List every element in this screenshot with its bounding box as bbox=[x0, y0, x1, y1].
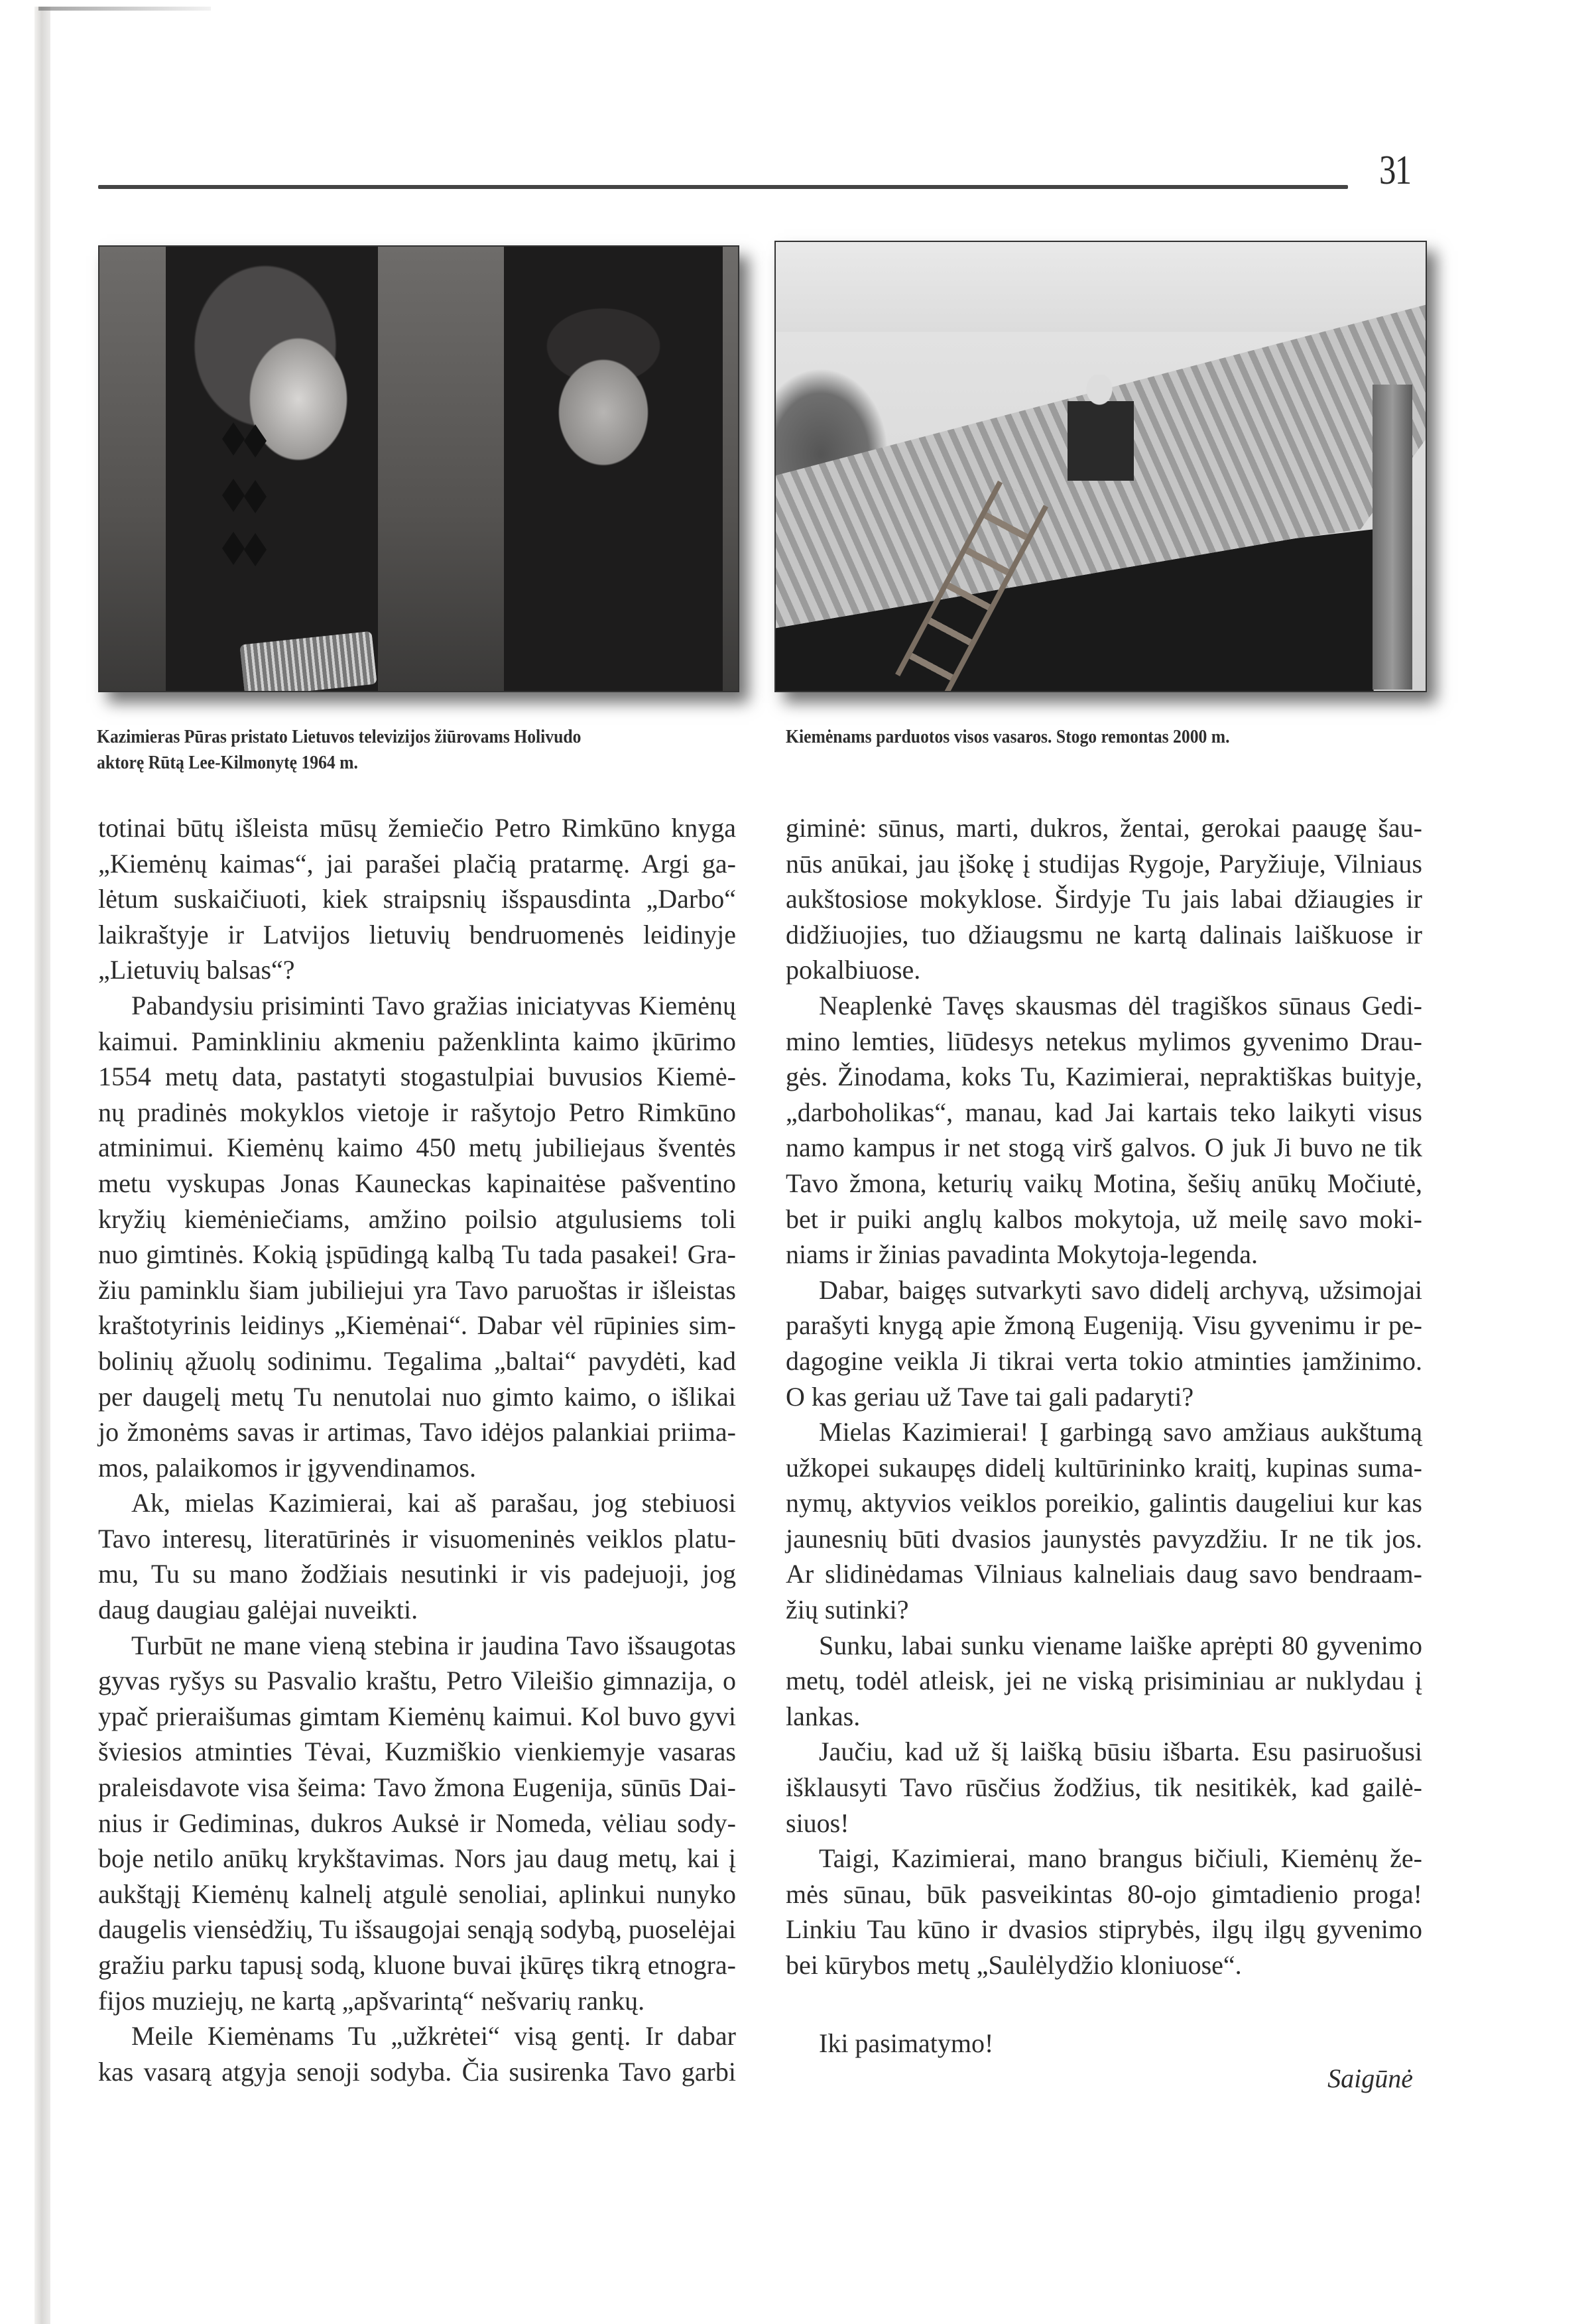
text-line: Sunku, labai sunku viename laiške aprėpti 80 gyvenimo bbox=[819, 1630, 1422, 1660]
held-photograph bbox=[239, 631, 377, 692]
text-line: Ak, mielas Kazimierai, kai aš parašau, jog stebiuosi bbox=[131, 1488, 736, 1518]
text-line: daugelis viensėdžių, Tu išsaugojai senąją sodybą, puoselėjai bbox=[98, 1914, 736, 1945]
text-line: Taigi, Kazimierai, mano brangus bičiuli, Kiemėnų že- bbox=[819, 1843, 1422, 1874]
text-line: pokalbiuose. bbox=[786, 955, 921, 985]
photo-roof-repair bbox=[774, 241, 1427, 692]
scan-gutter-shadow bbox=[34, 7, 50, 2324]
text-line: lankas. bbox=[786, 1701, 861, 1731]
text-line: nius ir Gediminas, dukros Auksė ir Nomeda, vėliau sody- bbox=[98, 1807, 736, 1838]
photo-caption-left bbox=[97, 724, 581, 776]
caption-line: Kiemėnams parduotos visos vasaros. Stogo remontas 2000 m. bbox=[786, 727, 1230, 747]
text-line: Linkiu Tau kūno ir dvasios stiprybės, ilgų ilgų gyvenimo bbox=[786, 1914, 1422, 1945]
caption-line: Kazimieras Pūras pristato Lietuvos televizijos žiūrovams Holivudo bbox=[97, 727, 582, 747]
text-line: O kas geriau už Tave tai gali padaryti? bbox=[786, 1381, 1194, 1412]
text-line: gyvas ryšys su Pasvalio kraštu, Petro Vileišio gimnazija, o bbox=[98, 1666, 736, 1696]
text-line: bet ir puiki anglų kalbos mokytoja, už meilę savo moki- bbox=[786, 1203, 1422, 1234]
text-line: praleisdavote visa šeima: Tavo žmona Eugenija, sūnūs Dai- bbox=[98, 1772, 736, 1803]
text-line: bei kūrybos metų „Saulėlydžio kloniuose“. bbox=[786, 1950, 1242, 1980]
text-line: Neaplenkė Tavęs skausmas dėl tragiškos sūnaus Gedi- bbox=[819, 990, 1422, 1020]
text-line: Ar slidinėdamas Vilniaus kalneliais daug savo bendraam- bbox=[786, 1559, 1422, 1589]
text-line: metų, todėl atleisk, jei ne viską prisiminiau ar nuklydau į bbox=[786, 1666, 1422, 1696]
caption-line: aktorę Rūtą Lee-Kilmonytę 1964 m. bbox=[97, 753, 358, 773]
text-line: Dabar, baigęs sutvarkyti savo didelį archyvą, užsimojai bbox=[819, 1274, 1422, 1305]
text-line: mu, Tu su mano žodžiais nesutinki ir vis padejuoji, jog bbox=[98, 1559, 736, 1589]
text-line: boje netilo anūkų krykštavimas. Nors jau daug metų, kai į bbox=[98, 1843, 736, 1874]
text-line: metu vyskupas Jonas Kauneckas kapinaitėse pašventino bbox=[98, 1168, 736, 1198]
text-line: nūs anūkai, jau įšokę į studijas Rygoje, Paryžiuje, Vilniaus bbox=[786, 848, 1422, 879]
sweater-diamond bbox=[244, 480, 267, 513]
sweater-diamond bbox=[244, 424, 267, 458]
text-line: kryžių kiemėniečiams, amžino poilsio atgulusiems toli bbox=[98, 1203, 736, 1234]
text-line: giminė: sūnus, marti, dukros, žentai, gerokai paaugę šau- bbox=[786, 813, 1422, 843]
spacer bbox=[786, 1983, 1422, 2026]
sweater-diamond bbox=[244, 533, 267, 566]
text-line: Tavo žmona, keturių vaikų Motina, šešių anūkų Močiutė, bbox=[786, 1168, 1422, 1198]
text-line: 1554 metų data, pastatyti stogastulpiai buvusios Kiemė- bbox=[98, 1062, 736, 1092]
text-line: „Kiemėnų kaimas“, jai parašei plačią pratarmę. Argi ga- bbox=[98, 848, 736, 879]
text-line: nymų, aktyvios veiklos poreikio, galintis daugeliui kur kas bbox=[786, 1488, 1422, 1518]
text-line: gražiu parku tapusį sodą, kluone buvai įkūręs tikrą etnogra- bbox=[98, 1950, 736, 1980]
text-line: šviesios atminties Tėvai, Kuzmiškio vienkiemyje vasaras bbox=[98, 1737, 736, 1767]
text-line: Jaučiu, kad už šį laišką būsiu išbarta. Esu pasiruošusi bbox=[819, 1737, 1422, 1767]
text-line: „darboholikas“, manau, kad Jai kartais teko laikyti visus bbox=[786, 1097, 1422, 1127]
text-line: kas vasarą atgyja senoji sodyba. Čia susirenka Tavo garbi bbox=[98, 2056, 736, 2087]
text-line: didžiuojies, tuo džiaugsmu ne kartą dalinais laiškuose ir bbox=[786, 919, 1422, 949]
signature: Saigūnė bbox=[1327, 2063, 1413, 2094]
text-line: gės. Žinodama, koks Tu, Kazimierai, nepraktiškas buityje, bbox=[786, 1062, 1422, 1092]
text-line: nuo gimtinės. Kokią įspūdingą kalbą Tu tada pasakei! Gra- bbox=[98, 1239, 736, 1270]
text-line: Turbūt ne mane vieną stebina ir jaudina Tavo išsaugotas bbox=[131, 1630, 736, 1660]
text-line: siuos! bbox=[786, 1807, 849, 1838]
text-line: žių sutinki? bbox=[786, 1595, 909, 1625]
text-line: fijos muziejų, ne kartą „apšvarintą“ nešvarių rankų. bbox=[98, 1985, 645, 2016]
text-line: ypač prieraišumas gimtam Kiemėnų kaimui. Kol buvo gyvi bbox=[98, 1701, 736, 1731]
man-on-roof bbox=[1068, 375, 1134, 501]
text-column-right bbox=[786, 810, 1422, 2097]
text-line: Mielas Kazimierai! Į garbingą savo amžiaus aukštumą bbox=[819, 1417, 1422, 1447]
text-line: mės sūnau, būk pasveikintas 80-ojo gimtadienio proga! bbox=[786, 1878, 1422, 1909]
header-rule bbox=[98, 185, 1348, 189]
text-line: aukštąjį Kiemėnų kalnelį atgulė senoliai, aplinkui nunyko bbox=[98, 1878, 736, 1909]
text-line: namo kampus ir net stogą virš galvos. O juk Ji buvo ne tik bbox=[786, 1132, 1422, 1163]
text-line: išklausyti Tavo rūsčius žodžius, tik nesitikėk, kad gailė- bbox=[786, 1772, 1422, 1803]
photo-tv-interview bbox=[98, 245, 739, 692]
text-line: Pabandysiu prisiminti Tavo gražias iniciatyvas Kiemėnų bbox=[131, 990, 736, 1020]
text-line: niams ir žinias pavadinta Mokytoja-legenda. bbox=[786, 1239, 1258, 1270]
text-line: mino lemties, liūdesys netekus mylimos gyvenimo Drau- bbox=[786, 1026, 1422, 1056]
text-line: užkopei sukaupęs didelį kultūrininko kraitį, kupinas suma- bbox=[786, 1452, 1422, 1483]
text-line: daug daugiau galėjai nuveikti. bbox=[98, 1595, 418, 1625]
text-line: dagogine veikla Ji tikrai verta tokio atminties įamžinimo. bbox=[786, 1345, 1422, 1376]
sweater-diamond bbox=[222, 532, 245, 565]
text-line: lėtum suskaičiuoti, kiek straipsnių išspausdinta „Darbo“ bbox=[98, 884, 736, 914]
text-line: parašyti knygą apie žmoną Eugeniją. Visu gyvenimu ir pe- bbox=[786, 1310, 1422, 1341]
text-line: jo žmonėms savas ir artimas, Tavo idėjos palankiai priima- bbox=[98, 1417, 736, 1447]
text-line: bolinių ąžuolų sodinimu. Tegalima „baltai“ pavydėti, kad bbox=[98, 1345, 736, 1376]
text-line: kraštotyrinis leidinys „Kiemėnai“. Dabar vėl rūpinies sim- bbox=[98, 1310, 736, 1341]
text-line: Meile Kiemėnams Tu „užkrėtei“ visą gentį. Ir dabar bbox=[131, 2021, 736, 2051]
sweater-diamond bbox=[222, 422, 245, 456]
photo-caption-right bbox=[786, 724, 1230, 750]
wooden-post bbox=[1373, 385, 1412, 690]
scan-edge-shadow bbox=[38, 7, 211, 11]
text-line: totinai būtų išleista mūsų žemiečio Petro Rimkūno knyga bbox=[98, 813, 736, 843]
text-line: jaunesnių būti dvasios jaunystės pavyzdžiu. Ir ne tik jos. bbox=[786, 1523, 1422, 1554]
text-line: laikraštyje ir Latvijos lietuvių bendruomenės leidinyje bbox=[98, 919, 736, 949]
text-line: aukštosiose mokyklose. Širdyje Tu jais labai džiaugies ir bbox=[786, 884, 1422, 914]
text-line: mos, palaikomos ir įgyvendinamos. bbox=[98, 1452, 476, 1483]
text-line: atminimui. Kiemėnų kaimo 450 metų jubiliejaus šventės bbox=[98, 1132, 736, 1163]
text-line: nų pradinės mokyklos vietoje ir rašytojo Petro Rimkūno bbox=[98, 1097, 736, 1127]
text-line: kaimui. Paminkliniu akmeniu paženklinta kaimo įkūrimo bbox=[98, 1026, 736, 1056]
text-column-left bbox=[98, 810, 736, 2089]
text-line: Tavo interesų, literatūrinės ir visuomeninės veiklos platu- bbox=[98, 1523, 736, 1554]
page-number: 31 bbox=[1379, 148, 1411, 193]
closing-line: Iki pasimatymo! bbox=[819, 2028, 994, 2058]
text-line: „Lietuvių balsas“? bbox=[98, 955, 295, 985]
text-line: per daugelį metų Tu nenutolai nuo gimto kaimo, o išlikai bbox=[98, 1381, 736, 1412]
sweater-diamond bbox=[222, 479, 245, 512]
text-line: žiu paminklu šiam jubiliejui yra Tavo paruoštas ir išleistas bbox=[98, 1274, 736, 1305]
